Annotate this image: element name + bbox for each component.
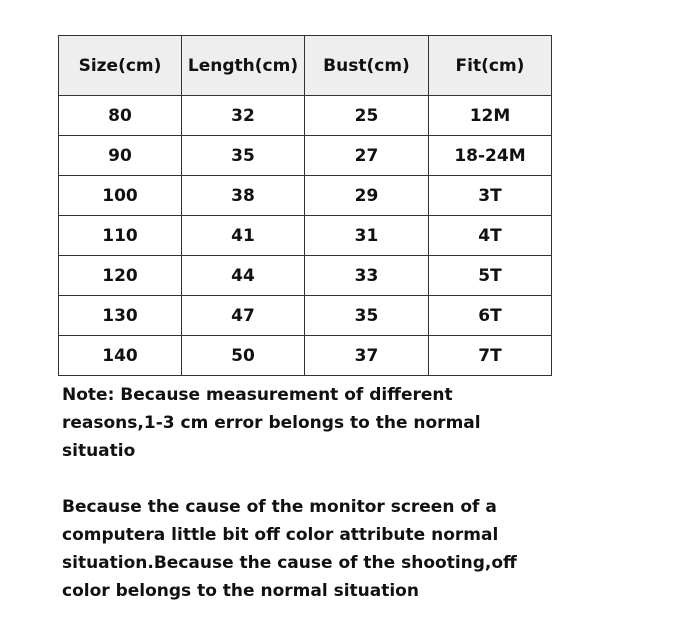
table-row [59,256,552,296]
cell-fit: 5T [429,256,552,296]
cell-length: 38 [182,176,305,216]
cell-size: 120 [59,256,182,296]
cell-length: 47 [182,296,305,336]
header-bust: Bust(cm) [305,36,429,96]
table-row [59,96,552,136]
cell-bust: 33 [305,256,429,296]
cell-fit: 6T [429,296,552,336]
cell-size: 100 [59,176,182,216]
cell-bust: 37 [305,336,429,376]
cell-size: 90 [59,136,182,176]
header-length: Length(cm) [182,36,305,96]
cell-size: 80 [59,96,182,136]
cell-size: 130 [59,296,182,336]
cell-length: 32 [182,96,305,136]
cell-fit: 3T [429,176,552,216]
cell-bust: 31 [305,216,429,256]
table-row [59,136,552,176]
cell-length: 44 [182,256,305,296]
table-row [59,216,552,256]
cell-length: 35 [182,136,305,176]
color-note: Because the cause of the monitor screen of a computera little bit off color attribute normal situation.Because the cause of the shooting,off color belongs to the normal situation [62,497,517,601]
cell-bust: 25 [305,96,429,136]
cell-size: 140 [59,336,182,376]
table-header-row [59,36,552,96]
cell-length: 41 [182,216,305,256]
header-size: Size(cm) [59,36,182,96]
cell-bust: 29 [305,176,429,216]
cell-fit: 7T [429,336,552,376]
size-chart-table [58,35,552,376]
cell-fit: 12M [429,96,552,136]
header-fit: Fit(cm) [429,36,552,96]
table-row [59,336,552,376]
cell-bust: 35 [305,296,429,336]
cell-length: 50 [182,336,305,376]
measurement-note: Note: Because measurement of different reasons,1-3 cm error belongs to the normal situatio [62,385,481,461]
cell-fit: 4T [429,216,552,256]
cell-size: 110 [59,216,182,256]
table-row [59,296,552,336]
table-row [59,176,552,216]
cell-fit: 18-24M [429,136,552,176]
cell-bust: 27 [305,136,429,176]
